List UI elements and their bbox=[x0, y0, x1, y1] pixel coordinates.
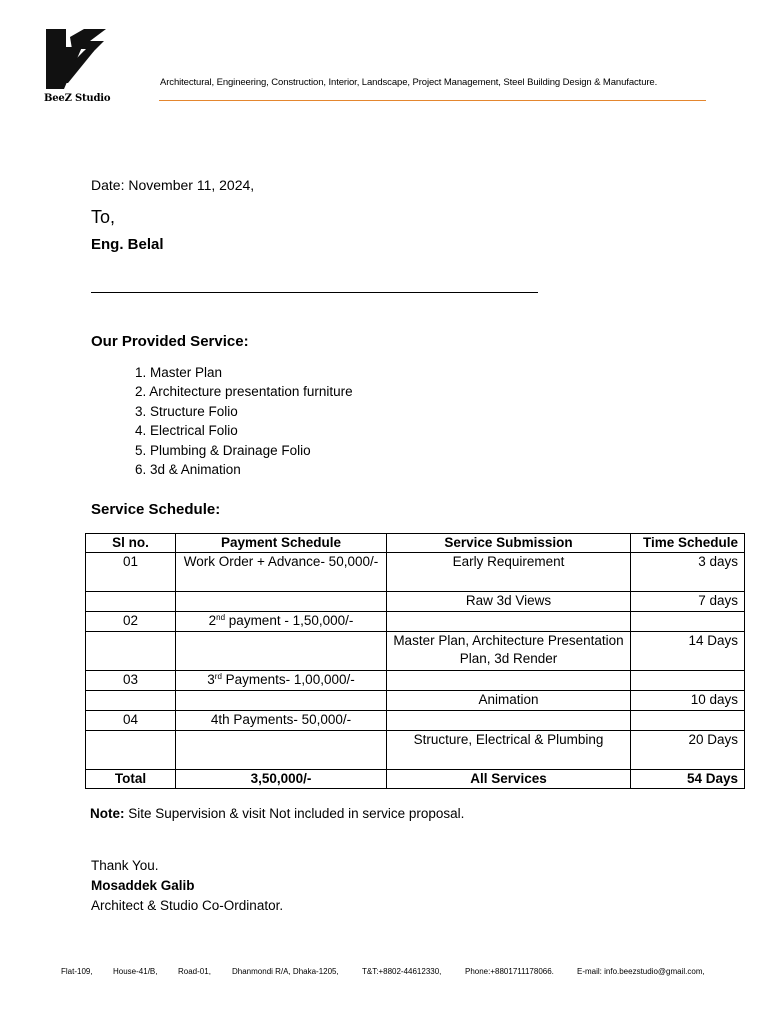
cell-payment: 4th Payments- 50,000/- bbox=[176, 711, 387, 731]
header-divider bbox=[159, 100, 706, 101]
closing-thanks: Thank You. bbox=[91, 858, 159, 873]
ordinal-suffix: nd bbox=[216, 613, 226, 622]
cell-sl bbox=[86, 632, 176, 671]
table-row bbox=[86, 553, 745, 592]
cell-sl: 01 bbox=[86, 553, 176, 592]
note-label: Note: bbox=[90, 806, 125, 821]
cell-sl bbox=[86, 731, 176, 770]
footer-tt: T&T:+8802-44612330, bbox=[362, 967, 442, 976]
table-header-row bbox=[86, 534, 745, 553]
column-header-submission: Service Submission bbox=[387, 534, 631, 553]
cell-time: 7 days bbox=[631, 592, 745, 612]
payment-text: Payments- 1,00,000/- bbox=[221, 672, 355, 687]
table-row bbox=[86, 612, 745, 632]
cell-submission: Animation bbox=[387, 691, 631, 711]
note bbox=[90, 806, 464, 821]
schedule-table bbox=[85, 533, 745, 789]
signer-name: Mosaddek Galib bbox=[91, 878, 195, 893]
list-item: 6. 3d & Animation bbox=[135, 461, 241, 477]
cell-sl: 02 bbox=[86, 612, 176, 632]
letter-date: Date: November 11, 2024, bbox=[91, 177, 255, 193]
cell-payment: Work Order + Advance- 50,000/- bbox=[176, 553, 387, 592]
column-header-sl: Sl no. bbox=[86, 534, 176, 553]
cell-submission: Raw 3d Views bbox=[387, 592, 631, 612]
column-header-time: Time Schedule bbox=[631, 534, 745, 553]
footer-flat: Flat-109, bbox=[61, 967, 93, 976]
cell-time bbox=[631, 612, 745, 632]
cell-time bbox=[631, 711, 745, 731]
cell-sl: 03 bbox=[86, 671, 176, 691]
cell-submission: Master Plan, Architecture Presentation Plan, 3d Render bbox=[387, 632, 631, 671]
list-item: 2. Architecture presentation furniture bbox=[135, 384, 353, 400]
cell-payment bbox=[176, 731, 387, 770]
cell-payment bbox=[176, 671, 387, 691]
cell-submission bbox=[387, 612, 631, 632]
list-item: 1. Master Plan bbox=[135, 365, 223, 380]
total-time: 54 Days bbox=[631, 770, 745, 789]
cell-payment bbox=[176, 592, 387, 612]
signer-role: Architect & Studio Co-Ordinator. bbox=[91, 898, 284, 913]
logo-text: BeeZ Studio bbox=[44, 93, 111, 104]
total-submission: All Services bbox=[387, 770, 631, 789]
table-row bbox=[86, 691, 745, 711]
services-heading: Our Provided Service: bbox=[91, 333, 249, 350]
cell-payment bbox=[176, 691, 387, 711]
table-row bbox=[86, 731, 745, 770]
footer-email: E-mail: info.beezstudio@gmail.com, bbox=[577, 967, 705, 976]
table-row bbox=[86, 671, 745, 691]
table-row bbox=[86, 711, 745, 731]
company-tagline: Architectural, Engineering, Construction, Interior, Landscape, Project Management, Steel Building Design & Manufacture. bbox=[160, 77, 658, 88]
cell-sl bbox=[86, 691, 176, 711]
cell-submission bbox=[387, 671, 631, 691]
cell-sl: 04 bbox=[86, 711, 176, 731]
note-text: Site Supervision & visit Not included in service proposal. bbox=[124, 806, 465, 821]
cell-submission: Structure, Electrical & Plumbing bbox=[387, 731, 631, 770]
list-item: 5. Plumbing & Drainage Folio bbox=[135, 442, 311, 458]
services-list bbox=[135, 363, 353, 479]
table-total-row bbox=[86, 770, 745, 789]
ordinal-suffix: rd bbox=[214, 672, 222, 681]
list-item: 4. Electrical Folio bbox=[135, 423, 238, 439]
cell-submission bbox=[387, 711, 631, 731]
total-label: Total bbox=[86, 770, 176, 789]
recipient-underline bbox=[91, 292, 538, 293]
column-header-payment: Payment Schedule bbox=[176, 534, 387, 553]
footer-road: Road-01, bbox=[178, 967, 211, 976]
cell-time bbox=[631, 671, 745, 691]
table-row bbox=[86, 592, 745, 612]
schedule-heading: Service Schedule: bbox=[91, 501, 221, 518]
payment-ordinal: 3 bbox=[207, 672, 215, 687]
total-payment: 3,50,000/- bbox=[176, 770, 387, 789]
list-item: 3. Structure Folio bbox=[135, 403, 238, 419]
cell-time: 14 Days bbox=[631, 632, 745, 671]
payment-ordinal: 2 bbox=[208, 613, 217, 628]
cell-time: 3 days bbox=[631, 553, 745, 592]
footer-area: Dhanmondi R/A, Dhaka-1205, bbox=[232, 967, 339, 976]
recipient-name: Eng. Belal bbox=[91, 236, 164, 253]
cell-payment bbox=[176, 612, 387, 632]
cell-sl bbox=[86, 592, 176, 612]
cell-time: 10 days bbox=[631, 691, 745, 711]
payment-text: payment - 1,50,000/- bbox=[225, 613, 354, 628]
salutation: To, bbox=[91, 207, 116, 227]
table-row bbox=[86, 632, 745, 671]
footer-house: House-41/B, bbox=[113, 967, 158, 976]
footer-phone: Phone:+8801711178066. bbox=[465, 967, 554, 976]
cell-submission: Early Requirement bbox=[387, 553, 631, 592]
cell-time: 20 Days bbox=[631, 731, 745, 770]
cell-payment bbox=[176, 632, 387, 671]
